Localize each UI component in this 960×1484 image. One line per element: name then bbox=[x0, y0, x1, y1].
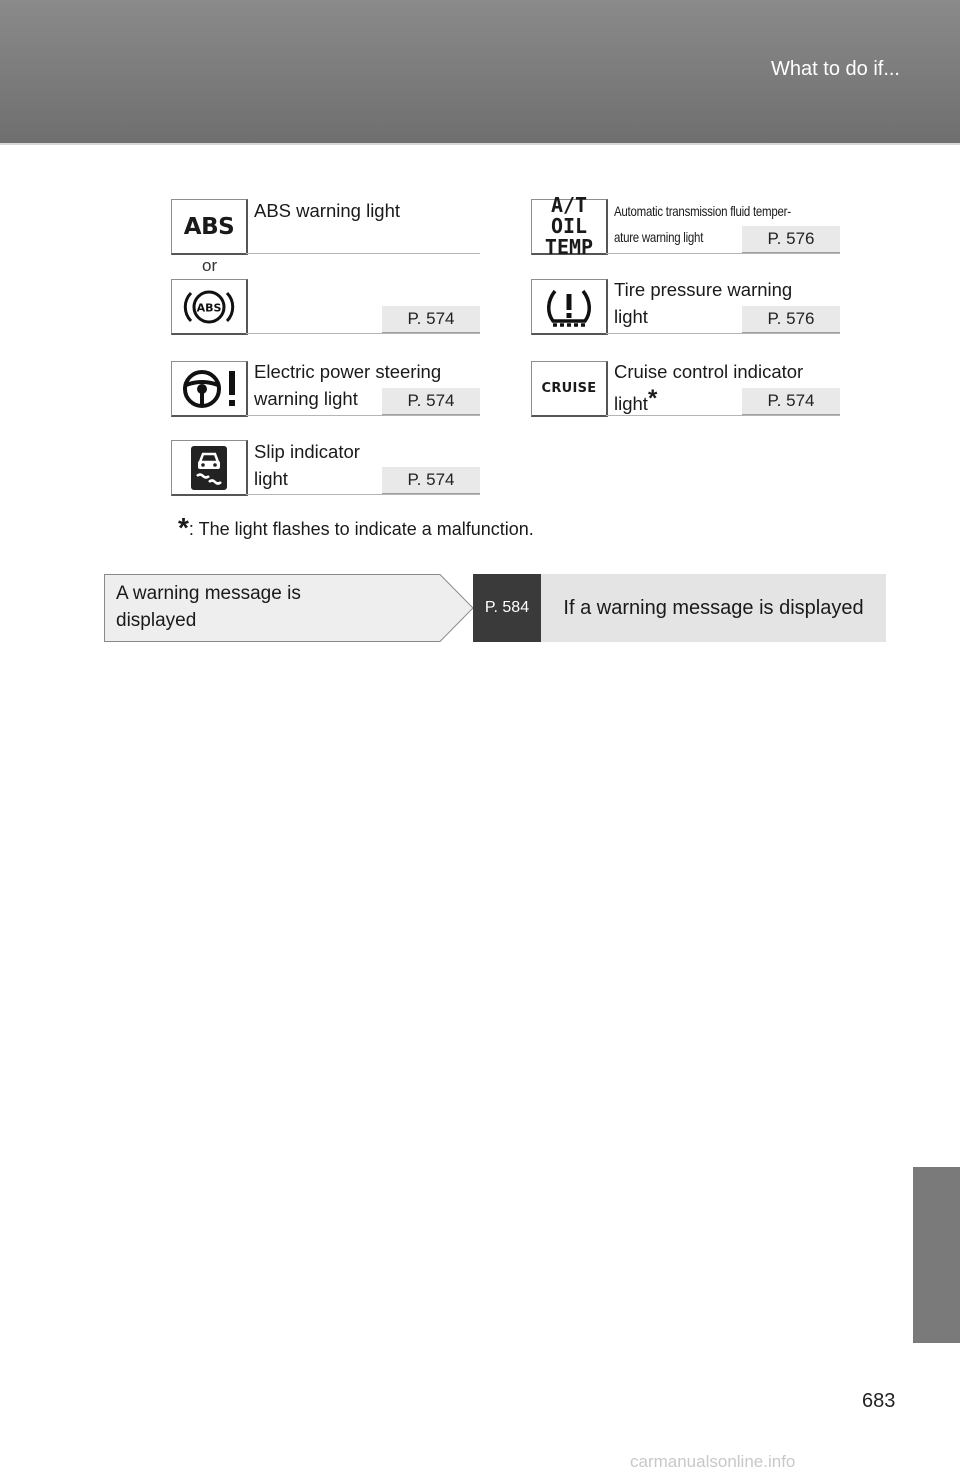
power-steering-icon bbox=[171, 361, 248, 417]
section-side-tab bbox=[913, 1167, 960, 1343]
slip-divider bbox=[246, 494, 480, 495]
eps-divider bbox=[246, 415, 480, 416]
abs-warning-icon bbox=[171, 199, 248, 255]
cruise-icon-text: CRUISE bbox=[541, 381, 597, 396]
or-label: or bbox=[202, 256, 218, 275]
eps-label-line2: warning light bbox=[254, 388, 358, 409]
at-oil-icon-line1: A/T OIL bbox=[550, 193, 588, 238]
at-oil-page-ref[interactable]: P. 576 bbox=[742, 226, 840, 253]
slip-label-line2: light bbox=[254, 468, 288, 489]
tire-label-line2: light bbox=[614, 306, 648, 327]
tire-label-line1: Tire pressure warning bbox=[614, 279, 793, 300]
footnote-text: : The light flashes to indicate a malfunction. bbox=[188, 519, 534, 539]
cruise-label-line1: Cruise control indicator bbox=[614, 361, 804, 382]
warning-message-row bbox=[104, 574, 886, 642]
message-action: If a warning message is displayed bbox=[541, 574, 886, 642]
condition-text bbox=[116, 580, 416, 634]
at-oil-label-line2: ature warning light bbox=[614, 229, 704, 245]
at-oil-label-line1: Automatic transmission fluid temper- bbox=[614, 203, 791, 219]
abs-divider bbox=[246, 253, 480, 254]
eps-label-line1: Electric power steering bbox=[254, 361, 442, 382]
abs-icon-text: ABS bbox=[183, 213, 235, 240]
message-page-ref[interactable]: P. 584 bbox=[473, 574, 541, 642]
footnote-asterisk: * bbox=[178, 512, 189, 543]
abs-label: ABS warning light bbox=[254, 200, 401, 221]
footnote bbox=[178, 512, 534, 544]
cruise-label-line2-wrap bbox=[614, 385, 657, 417]
condition-line1: A warning message is bbox=[116, 583, 301, 604]
slip-page-ref[interactable]: P. 574 bbox=[382, 467, 480, 494]
cruise-divider bbox=[606, 415, 840, 416]
abs-page-ref[interactable]: P. 574 bbox=[382, 306, 480, 333]
tire-pressure-icon bbox=[531, 279, 608, 335]
abs-circle-icon-text: ABS bbox=[196, 301, 222, 314]
page-number: 683 bbox=[862, 1390, 896, 1412]
tire-divider bbox=[606, 333, 840, 334]
header-title: What to do if... bbox=[771, 58, 900, 80]
cruise-page-ref[interactable]: P. 574 bbox=[742, 388, 840, 415]
at-oil-divider bbox=[606, 253, 840, 254]
tire-page-ref[interactable]: P. 576 bbox=[742, 306, 840, 333]
condition-line2: displayed bbox=[116, 610, 197, 631]
page-header bbox=[0, 0, 960, 145]
slip-label-line1: Slip indicator bbox=[254, 441, 360, 462]
at-oil-icon-line2: TEMP bbox=[544, 235, 594, 259]
watermark: carmanualsonline.info bbox=[630, 1452, 796, 1471]
cruise-asterisk: * bbox=[647, 385, 658, 412]
cruise-label-line2: light bbox=[614, 393, 648, 414]
at-oil-temp-icon bbox=[531, 193, 608, 259]
abs-circle-warning-icon bbox=[171, 279, 248, 335]
slip-indicator-icon bbox=[171, 440, 248, 496]
cruise-control-icon bbox=[531, 361, 608, 417]
eps-page-ref[interactable]: P. 574 bbox=[382, 388, 480, 415]
abs-ref-divider bbox=[246, 333, 480, 334]
